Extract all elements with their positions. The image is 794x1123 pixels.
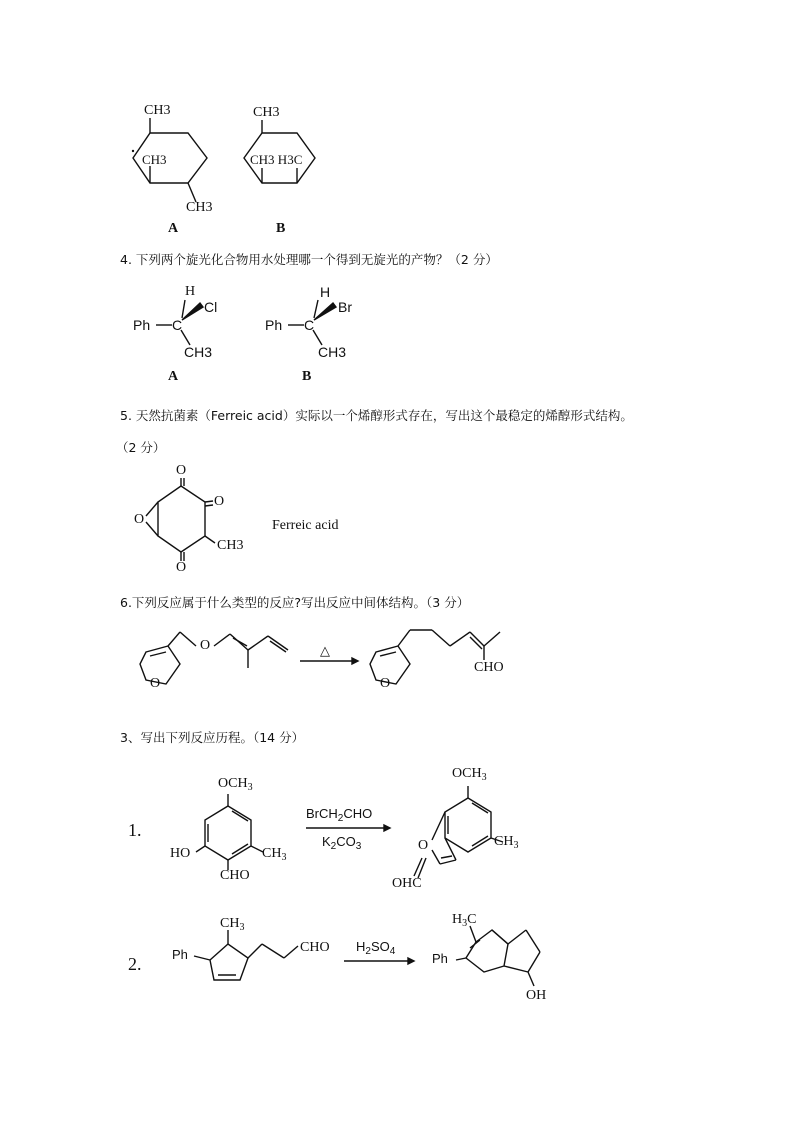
ferreic-o-bottom: O: [176, 560, 187, 575]
r2-product-h3c: $H_3C$: [452, 912, 477, 929]
question-4-text: 4. 下列两个旋光化合物用水处理哪一个得到无旋光的产物？（2 分）: [120, 252, 498, 267]
a-ch3-top: CH3: [144, 103, 171, 118]
a4-label: A: [168, 369, 179, 384]
b4-c: C: [304, 317, 315, 333]
question-5-score: （2 分）: [116, 440, 166, 455]
r1-product-ohc: OHC: [392, 876, 422, 891]
b4-br: Br: [338, 299, 352, 315]
r1-reagent-top: BrCH$_2$CHO: [306, 806, 373, 824]
ferreic-o-top: O: [176, 463, 187, 478]
a4-ch3: CH3: [184, 344, 213, 360]
question-6-text: 6.下列反应属于什么类型的反应?写出反应中间体结构。（3 分）: [120, 595, 470, 610]
question-3-text: 3、写出下列反应历程。（14 分）: [120, 730, 305, 745]
b4-ph: Ph: [265, 317, 283, 333]
r1-cho: CHO: [220, 868, 250, 883]
a4-cl: Cl: [204, 299, 218, 315]
q6-furan2-o: O: [380, 676, 391, 691]
a-ch3-mid: CH3: [142, 152, 167, 167]
a4-ph: Ph: [133, 317, 151, 333]
b4-ch3: CH3: [318, 344, 347, 360]
q6-ether-o: O: [200, 638, 211, 653]
ferreic-o-epoxide: O: [134, 512, 145, 527]
r1-reagent-bot: $K_2CO_3$: [322, 834, 362, 852]
r2-cho: CHO: [300, 940, 330, 955]
q6-product-cho: CHO: [474, 660, 504, 675]
reaction-1-number: 1.: [128, 820, 142, 840]
a4-h: H: [185, 284, 196, 299]
b-label: B: [276, 221, 286, 236]
a-label: A: [168, 221, 179, 236]
a4-c: C: [172, 317, 183, 333]
ferreic-o-right: O: [214, 494, 225, 509]
r1-och3: $OCH_3$: [218, 776, 253, 793]
b-ch3-mid: CH3 H3C: [250, 152, 303, 167]
r1-ho: HO: [170, 846, 191, 861]
r2-ch3: $CH_3$: [220, 916, 245, 933]
r1-product-o: O: [418, 838, 429, 853]
b4-label: B: [302, 369, 312, 384]
b-ch3-top: CH3: [253, 105, 280, 120]
q6-furan1-o: O: [150, 676, 161, 691]
heat-symbol: △: [320, 643, 330, 658]
r1-product-och3: $OCH_3$: [452, 766, 487, 783]
r2-product-ph: Ph: [432, 951, 448, 966]
r2-product-oh: OH: [526, 988, 547, 1003]
r2-reagent: $H_2SO_4$: [356, 939, 396, 957]
question-5-text: 5. 天然抗菌素（Ferreic acid）实际以一个烯醇形式存在，写出这个最稳定的烯醇形式结构。: [120, 408, 633, 423]
a-ch3-bot: CH3: [186, 200, 213, 215]
reaction-2-number: 2.: [128, 954, 142, 974]
r1-product-ch3: $CH_3$: [494, 834, 519, 851]
r1-ch3: $CH_3$: [262, 846, 287, 863]
ferreic-acid-name: Ferreic acid: [272, 518, 339, 533]
ferreic-ch3: CH3: [217, 538, 244, 553]
b4-h: H: [320, 284, 331, 300]
r2-ph: Ph: [172, 947, 188, 962]
